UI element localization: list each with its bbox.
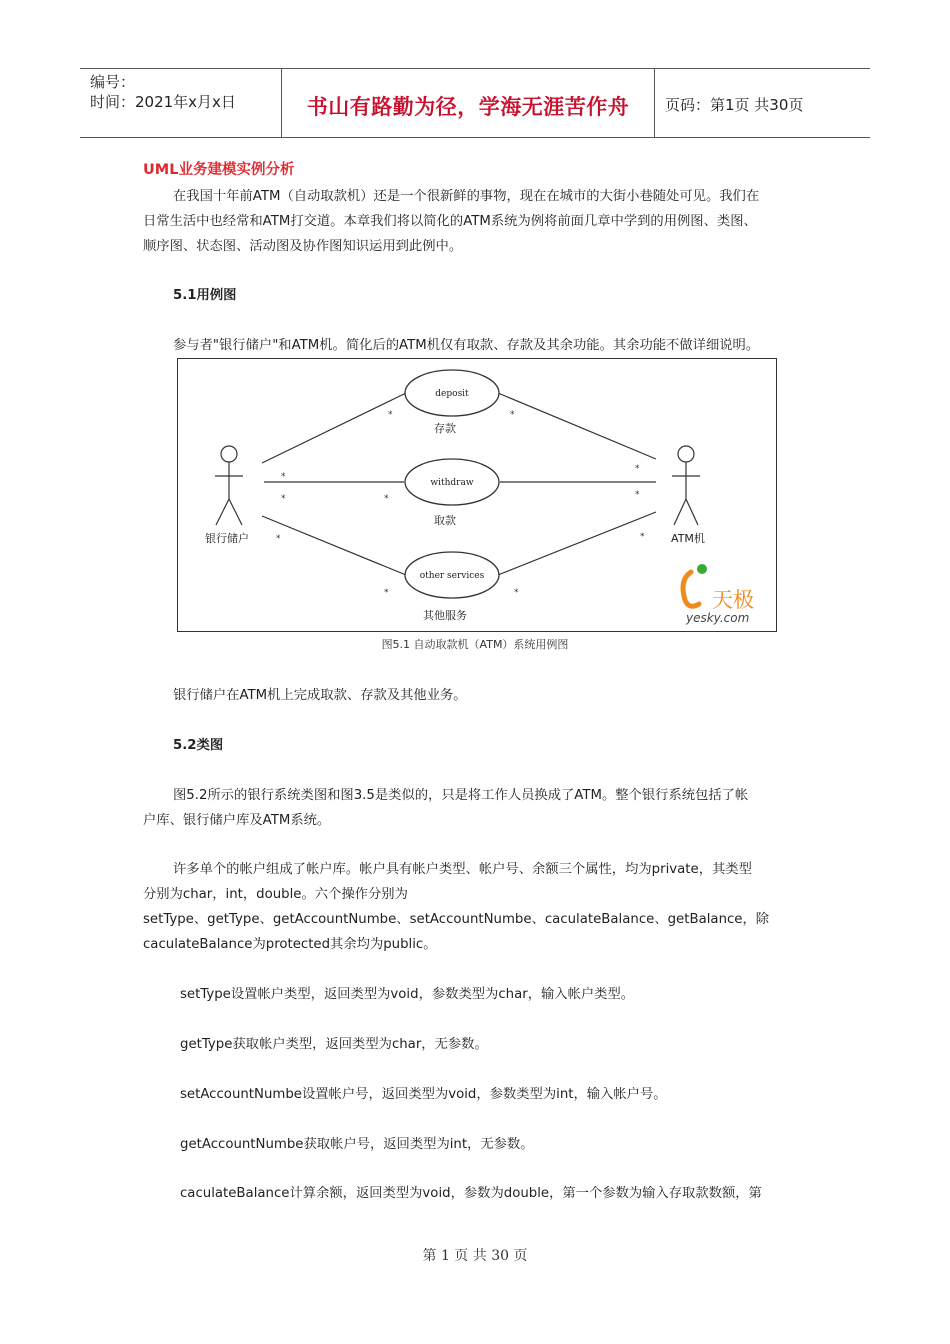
svg-text:*: * [514, 588, 519, 598]
svg-text:*: * [635, 464, 640, 474]
use-case-other-name: other services [419, 571, 485, 581]
section1-text: 参与者"银行储户"和ATM机。简化后的ATM机仅有取款、存款及其余功能。其余功能不做详细说明。 [173, 338, 760, 353]
section2-para2-line1: 许多单个的帐户组成了帐户库。帐户具有帐户类型、帐户号、余额三个属性，均为private，其类型 [173, 862, 752, 877]
svg-text:*: * [388, 410, 393, 420]
yesky-logo [683, 564, 754, 625]
use-case-other-label: 其他服务 [423, 609, 467, 622]
header-motto-cell [282, 69, 655, 137]
document-number: 编号： [90, 73, 136, 91]
actor-left-label: 银行储户 [205, 532, 249, 545]
logo-brand-text: 天极 [712, 588, 754, 612]
logo-url-text: yesky.com [686, 611, 750, 625]
svg-text:*: * [635, 490, 640, 500]
intro-line-2: 日常生活中也经常和ATM打交道。本章我们将以简化的ATM系统为例将前面几章中学到的用例图、类图、 [143, 214, 757, 229]
section2-para2-line4: caculateBalance为protected其余均为public。 [143, 937, 437, 952]
use-case-diagram [177, 358, 777, 632]
svg-text:*: * [510, 410, 515, 420]
op-setaccountnumbe: setAccountNumbe设置帐户号，返回类型为void，参数类型为int，输入帐户号。 [180, 1087, 667, 1102]
section2-para1-line2: 户库、银行储户库及ATM系统。 [143, 813, 331, 828]
section2-para2-line2: 分别为char，int，double。六个操作分别为 [143, 887, 408, 902]
actor-right-label: ATM机 [671, 532, 705, 545]
section2-para2-line3: setType、getType、getAccountNumbe、setAccountNumbe、caculateBalance、getBalance，除 [143, 912, 770, 927]
header-motto: 书山有路勤为径，学海无涯苦作舟 [306, 95, 630, 119]
header-page-number: 页码：第1页 共30页 [665, 96, 804, 114]
header-meta-cell [80, 69, 282, 137]
document-header [80, 68, 870, 138]
use-case-withdraw-name: withdraw [430, 478, 474, 488]
use-case-deposit-label: 存款 [434, 422, 456, 435]
op-caculatebalance: caculateBalance计算余额，返回类型为void，参数为double，第一个参数为输入存取款数额，第 [180, 1186, 762, 1201]
op-gettype: getType获取帐户类型，返回类型为char，无参数。 [180, 1037, 488, 1052]
svg-text:*: * [276, 534, 281, 544]
intro-line-3: 顺序图、状态图、活动图及协作图知识运用到此例中。 [143, 239, 463, 254]
after-figure-text: 银行储户在ATM机上完成取款、存款及其他业务。 [173, 688, 467, 703]
svg-text:*: * [384, 494, 389, 504]
svg-text:*: * [281, 494, 286, 504]
svg-text:*: * [640, 532, 645, 542]
document-date: 时间：2021年x月x日 [90, 93, 236, 111]
section-heading-5-1: 5.1用例图 [173, 288, 237, 303]
article-title: UML业务建模实例分析 [143, 162, 295, 178]
header-page-cell [655, 69, 870, 137]
intro-line-1: 在我国十年前ATM（自动取款机）还是一个很新鲜的事物，现在在城市的大街小巷随处可见。我们在 [173, 189, 760, 204]
op-settype: setType设置帐户类型，返回类型为void，参数类型为char，输入帐户类型。 [180, 987, 635, 1002]
use-case-diagram-svg [178, 359, 776, 631]
actor-left-figure [215, 446, 243, 525]
actor-right-figure [672, 446, 700, 525]
svg-text:*: * [281, 472, 286, 482]
use-case-withdraw-label: 取款 [434, 514, 456, 527]
page-footer: 第 1 页 共 30 页 [422, 1248, 528, 1264]
section-heading-5-2: 5.2类图 [173, 738, 224, 753]
svg-text:*: * [384, 588, 389, 598]
section2-para1-line1: 图5.2所示的银行系统类图和图3.5是类似的，只是将工作人员换成了ATM。整个银行系统包括了帐 [173, 788, 749, 803]
op-getaccountnumbe: getAccountNumbe获取帐户号，返回类型为int，无参数。 [180, 1137, 534, 1152]
use-case-deposit-name: deposit [435, 389, 469, 399]
figure-caption: 图5.1 自动取款机（ATM）系统用例图 [381, 638, 569, 651]
